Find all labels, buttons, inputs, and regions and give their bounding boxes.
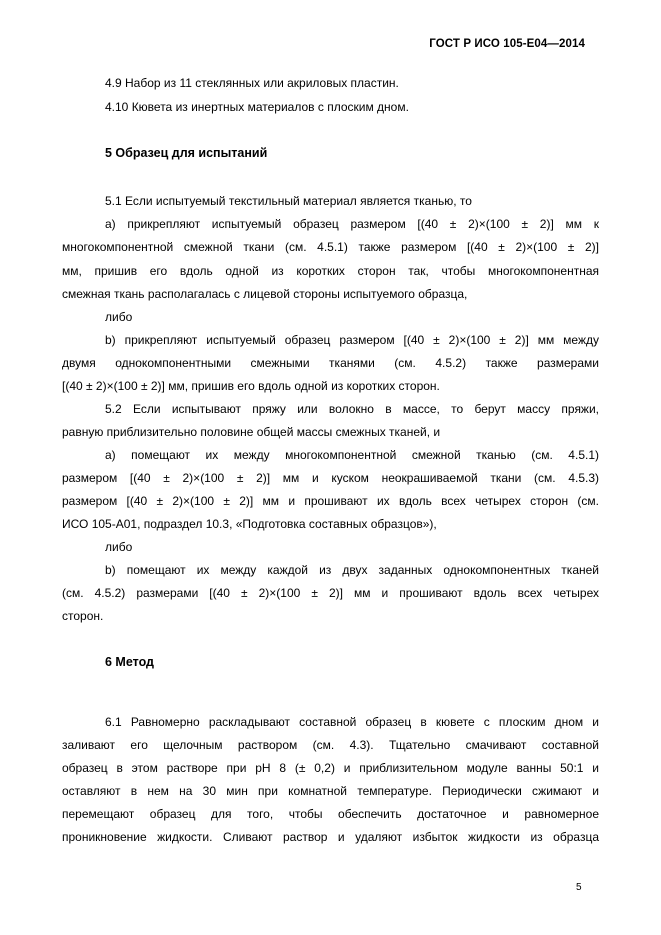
text-line: 4.10 Кювета из инертных материалов с плоским дном.: [105, 100, 409, 114]
text-line: 6.1 Равномерно раскладывают составной образец в кювете с плоским дном и: [105, 715, 599, 729]
page-number: 5: [576, 882, 582, 893]
text-line: двумя однокомпонентными смежными тканями (см. 4.5.2) также размерами: [62, 356, 599, 370]
text-line: [(40 ± 2)×(100 ± 2)] мм, пришив его вдоль одной из коротких сторон.: [62, 379, 440, 393]
text-line: равную приблизительно половине общей массы смежных тканей, и: [62, 425, 441, 439]
text-line: размером [(40 ± 2)×(100 ± 2)] мм и куском неокрашиваемой ткани (см. 4.5.3): [62, 471, 599, 485]
text-line: сторон.: [62, 609, 104, 623]
text-line: заливают его щелочным раствором (см. 4.3). Тщательно смачивают составной: [62, 738, 599, 752]
text-line: проникновение жидкости. Сливают раствор и удаляют избыток жидкости из образца: [62, 830, 599, 844]
text-line: ИСО 105-А01, подраздел 10.3, «Подготовка составных образцов»),: [62, 517, 437, 531]
text-line: мм, пришив его вдоль одной из коротких сторон так, чтобы многокомпонентная: [62, 264, 599, 278]
section-heading-5: 5 Образец для испытаний: [105, 146, 268, 160]
text-line: перемещают образец для того, чтобы обеспечить достаточное и равномерное: [62, 807, 599, 821]
document-header: ГОСТ Р ИСО 105-Е04—2014: [429, 38, 585, 50]
text-line: а) прикрепляют испытуемый образец размером [(40 ± 2)×(100 ± 2)] мм к: [105, 217, 599, 231]
text-line: многокомпонентной смежной ткани (см. 4.5.1) также размером [(40 ± 2)×(100 ± 2)]: [62, 240, 599, 254]
text-line: образец в этом растворе при pH 8 (± 0,2) и приблизительном модуле ванны 50:1 и: [62, 761, 599, 775]
text-line: b) прикрепляют испытуемый образец размером [(40 ± 2)×(100 ± 2)] мм между: [105, 333, 599, 347]
text-line: 4.9 Набор из 11 стеклянных или акриловых пластин.: [105, 76, 399, 90]
text-line: либо: [105, 310, 133, 324]
text-line: а) помещают их между многокомпонентной смежной тканью (см. 4.5.1): [105, 448, 599, 462]
text-line: смежная ткань располагалась с лицевой стороны испытуемого образца,: [62, 287, 468, 301]
text-line: либо: [105, 540, 133, 554]
text-line: 5.1 Если испытуемый текстильный материал является тканью, то: [105, 194, 472, 208]
text-line: 5.2 Если испытывают пряжу или волокно в массе, то берут массу пряжи,: [105, 402, 599, 416]
text-line: размером [(40 ± 2)×(100 ± 2)] мм и прошивают их вдоль всех четырех сторон (см.: [62, 494, 599, 508]
text-line: b) помещают их между каждой из двух заданных однокомпонентных тканей: [105, 563, 599, 577]
text-line: (см. 4.5.2) размерами [(40 ± 2)×(100 ± 2)] мм и прошивают вдоль всех четырех: [62, 586, 599, 600]
section-heading-6: 6 Метод: [105, 655, 154, 669]
text-line: оставляют в нем на 30 мин при комнатной температуре. Периодически сжимают и: [62, 784, 599, 798]
